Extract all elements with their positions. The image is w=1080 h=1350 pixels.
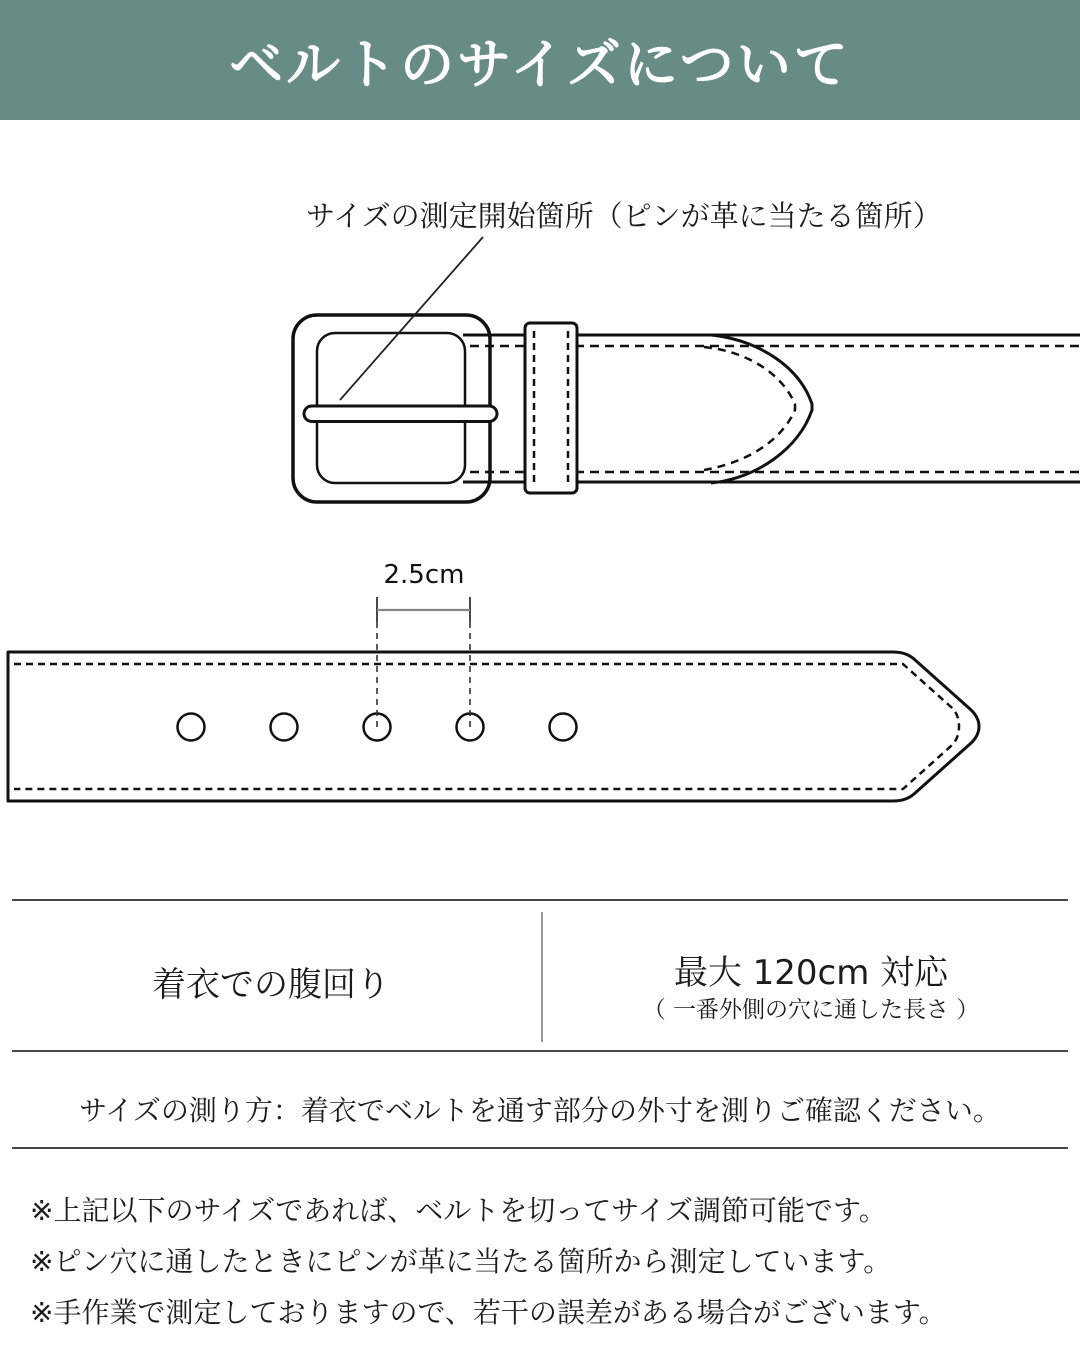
footnote-3: ※手作業で測定しておりますので、若干の誤差がある場合がございます。 bbox=[30, 1296, 947, 1329]
belt-holes-diagram bbox=[8, 597, 979, 801]
notes-top-rule bbox=[12, 1147, 1068, 1149]
buckle-pin bbox=[304, 406, 497, 422]
annotation-leader-line bbox=[340, 237, 483, 400]
belt-buckle-diagram bbox=[293, 237, 1080, 502]
belt-outline bbox=[8, 652, 979, 801]
footnote-2: ※ピン穴に通したときにピンが革に当たる箇所から測定しています。 bbox=[30, 1245, 892, 1278]
footnote-1: ※上記以下のサイズであれば、ベルトを切ってサイズ調節可能です。 bbox=[30, 1194, 887, 1227]
table-bottom-rule bbox=[12, 1050, 1068, 1052]
table-top-rule bbox=[12, 899, 1068, 901]
size-table-max-value: 最大 120cm 対応 bbox=[673, 953, 949, 993]
measurement-instruction: サイズの測り方：着衣でベルトを通す部分の外寸を測りご確認ください。 bbox=[79, 1094, 1001, 1127]
measurement-start-annotation: サイズの測定開始箇所（ピンが革に当たる箇所） bbox=[306, 199, 942, 233]
size-table-row-label: 着衣での腹回り bbox=[152, 965, 390, 1005]
size-table-value-note: （ 一番外側の穴に通した長さ ） bbox=[642, 997, 980, 1023]
hole-spacing-label: 2.5cm bbox=[383, 560, 465, 590]
page-title: ベルトのサイズについて bbox=[229, 32, 851, 96]
footnotes-list bbox=[30, 1185, 1050, 1338]
